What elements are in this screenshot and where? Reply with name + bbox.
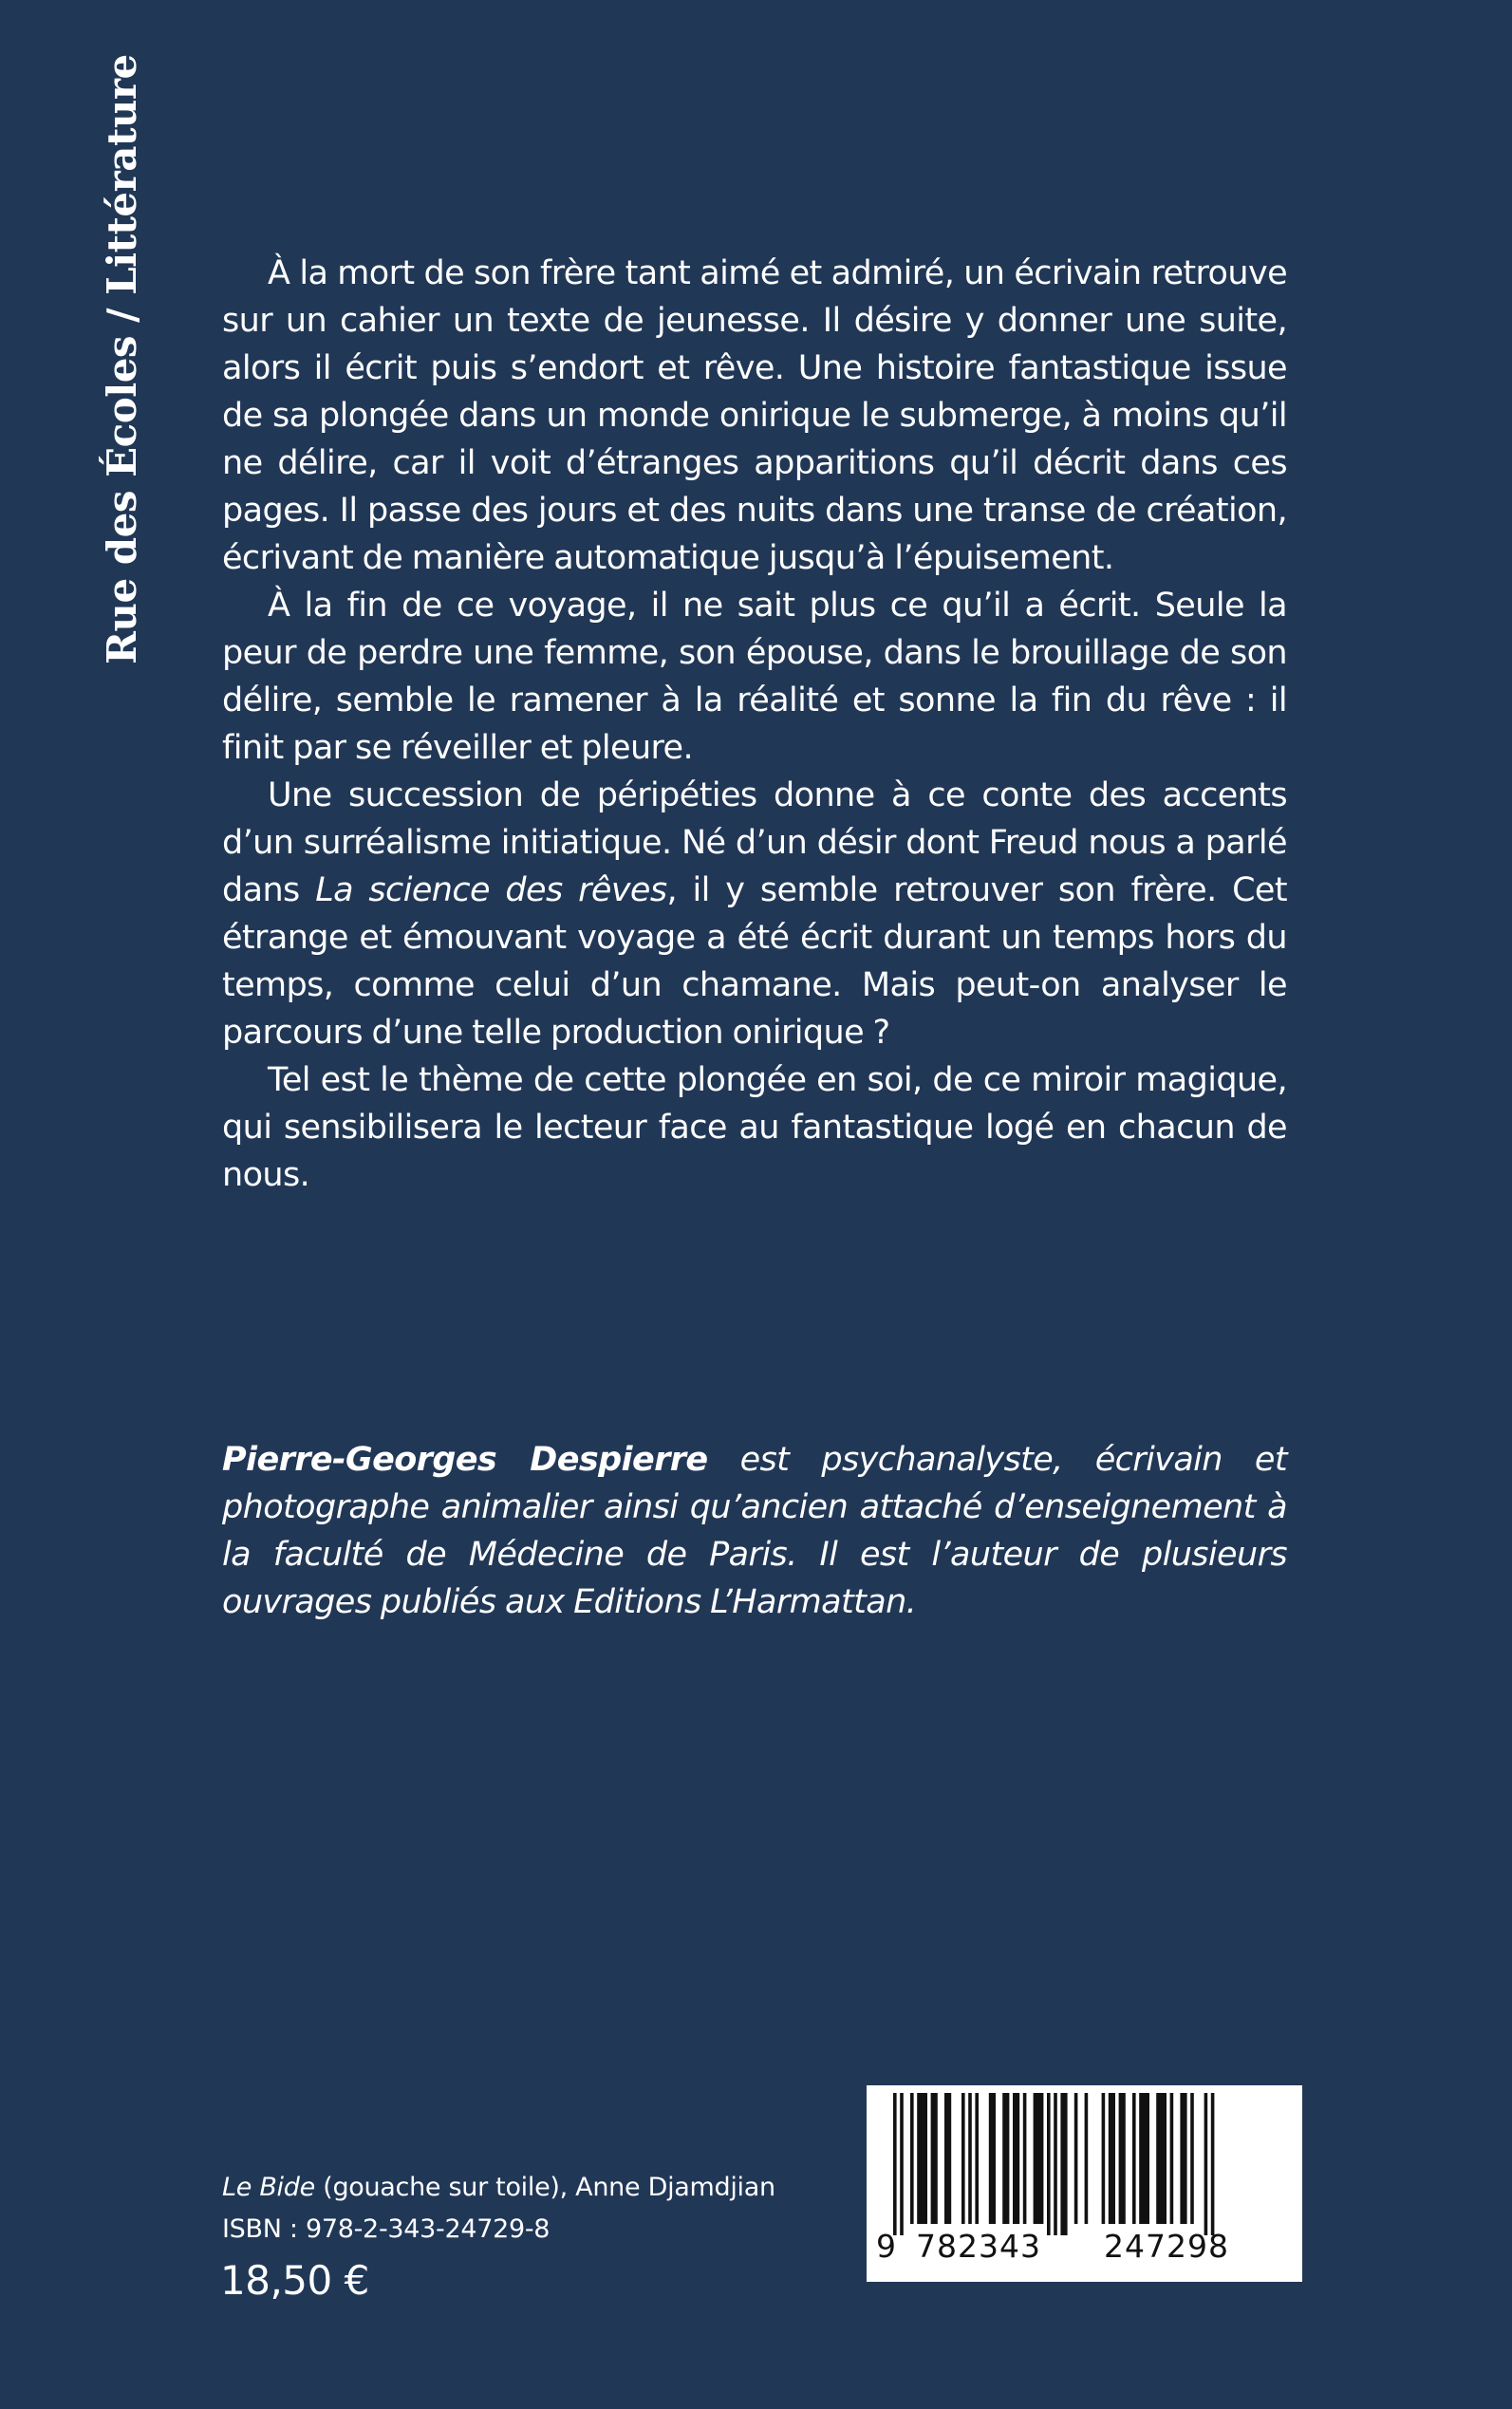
barcode-bar [1180,2093,1186,2224]
barcode-bar [1190,2093,1194,2224]
barcode-bar [1013,2093,1019,2224]
barcode-bar [968,2093,972,2224]
barcode-bar [910,2093,914,2224]
barcode-bar [1170,2093,1174,2224]
cover-credits [222,2167,775,2250]
barcode-bar [1074,2093,1078,2224]
barcode-bar [1132,2093,1136,2224]
author-biography [222,1436,1287,1626]
author-bio-text: est psychanalyste, écrivain et photographe animalier ainsi qu’ancien attaché d’enseignement à la faculté de Médecine de Paris. Il est l’auteur de plusieurs ouvrages publiés aux Editions L’Harmattan. [222,1441,1287,1621]
barcode-bar [1047,2093,1051,2235]
barcode-bar [1204,2093,1208,2235]
barcode-lead-digit: 9 [876,2228,897,2265]
summary-paragraph-4: Tel est le thème de cette plongée en soi, de ce miroir magique, qui sensibilisera le lecteur face au fantastique logé en chacun de nous. [222,1061,1287,1194]
barcode-bar [961,2093,965,2224]
summary-paragraph-2: À la fin de ce voyage, il ne sait plus ce qu’il a écrit. Seule la peur de perdre une femme, son épouse, dans le brouillage de son délire, semble le ramener à la réalité et sonne la fin du rêve : il finit par se réveiller et pleure. [222,587,1287,767]
barcode-bar [900,2093,904,2235]
barcode-bar [917,2093,927,2224]
barcode-bar [1054,2093,1057,2235]
isbn: ISBN : 978-2-343-24729-8 [222,2214,551,2244]
barcode [867,2085,1302,2282]
barcode-bar [1034,2093,1044,2224]
barcode-bar [931,2093,938,2224]
summary-paragraph-3 [222,772,1287,1056]
barcode-bar [1156,2093,1167,2224]
barcode-bar [1102,2093,1106,2224]
barcode-left-group: 782343 [916,2228,1041,2265]
author-name: Pierre-Georges Despierre [222,1441,708,1479]
barcode-bar [893,2093,897,2235]
summary-paragraph-1: À la mort de son frère tant aimé et admiré, un écrivain retrouve sur un cahier un texte de jeunesse. Il désire y donner une suite, alors il écrit puis s’endort et rêve. Une histoire fantastique issue de sa plongée dans un monde onirique le submerge, à moins qu’il ne délire, car il voit d’étranges apparitions qu’il décrit dans ces pages. Il passe des jours et des nuits dans une transe de création, écrivant de manière automatique jusqu’à l’épuisement. [222,254,1287,577]
summary-paragraph-3-start: Une succession de péripéties donne à ce conte des accents d’un surréalisme initiatique. Né d’un désir dont Freud nous a parlé dans [222,776,1287,909]
barcode-bar [1085,2093,1089,2224]
barcode-bar [989,2093,996,2224]
price: 18,50 € [220,2257,369,2304]
cited-book-title: La science des rêves [315,871,667,909]
artwork-credit-rest: (gouache sur toile), Anne Djamdjian [314,2173,775,2202]
barcode-bar [975,2093,979,2224]
artwork-title: Le Bide [222,2173,315,2202]
collection-label-text: Rue des Écoles / Littérature [99,54,145,664]
barcode-bar [944,2093,951,2224]
barcode-bar [1002,2093,1009,2224]
barcode-bar [1109,2093,1115,2224]
artwork-credit [222,2167,775,2209]
barcode-right-group: 247298 [1104,2228,1229,2265]
barcode-bar [1060,2093,1067,2235]
summary-paragraph-3-end: , il y semble retrouver son frère. Cet étrange et émouvant voyage a été écrit durant un temps hors du temps, comme celui d’un chamane. Mais peut-on analyser le parcours d’une telle production onirique ? [222,871,1287,1052]
book-summary [222,250,1287,1199]
barcode-bar [1119,2093,1126,2224]
barcode-bar [1139,2093,1149,2224]
barcode-bar [1211,2093,1215,2235]
barcode-bar [1023,2093,1027,2224]
